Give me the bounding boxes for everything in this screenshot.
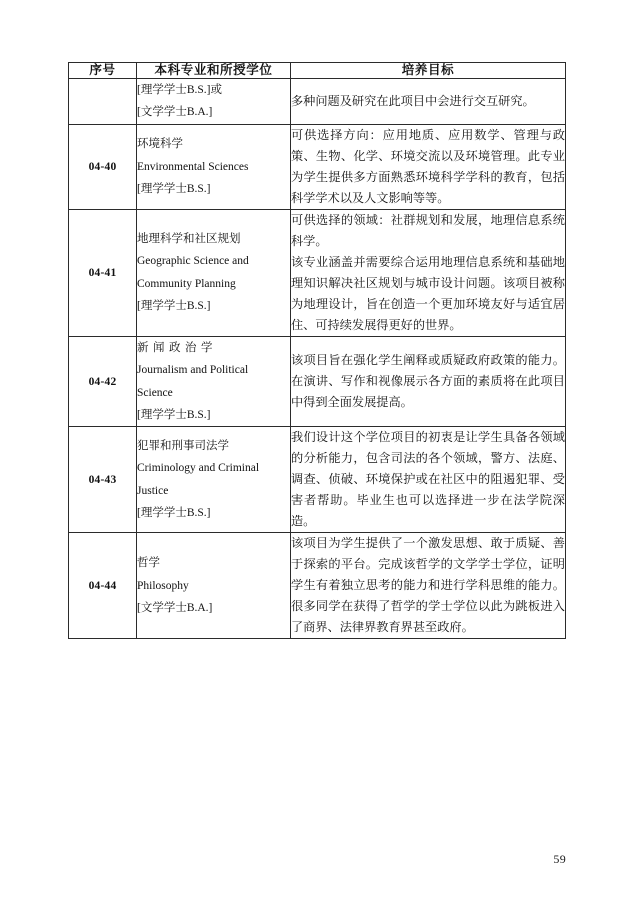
cell-program-number	[69, 79, 137, 125]
table-row	[69, 124, 566, 209]
table-row	[69, 209, 566, 336]
major-line: [理学学士B.S.]	[137, 507, 211, 520]
table-row	[69, 336, 566, 427]
cell-program-number: 04-44	[69, 533, 137, 639]
cell-major-and-degree	[137, 209, 291, 336]
cell-major-and-degree	[137, 427, 291, 533]
major-line: [理学学士B.S.]	[137, 408, 211, 421]
major-line: [文学学士B.A.]	[137, 601, 213, 614]
cell-training-goal	[291, 336, 566, 427]
programs-table	[68, 62, 566, 639]
cell-program-number: 04-42	[69, 336, 137, 427]
table-header-row	[69, 63, 566, 79]
major-line: [理学学士B.S.]	[137, 300, 211, 313]
major-line: Journalism and Political	[137, 364, 249, 377]
cell-program-number: 04-40	[69, 124, 137, 209]
cell-training-goal	[291, 533, 566, 639]
cell-major-and-degree	[137, 124, 291, 209]
major-line: Environmental Sciences	[137, 160, 249, 173]
goal-paragraph: 我们设计这个学位项目的初衷是让学生具备各领域的分析能力，包含司法的各个领域，警方、法庭、调查、侦破、环境保护或在社区中的阻遏犯罪、受害者帮助。毕业生也可以选择进一步在法学院深造。	[291, 430, 565, 529]
cell-major-and-degree	[137, 336, 291, 427]
table-row	[69, 79, 566, 125]
table-row	[69, 533, 566, 639]
major-line: Criminology and Criminal	[137, 462, 260, 475]
goal-paragraph: 可供选择方向：应用地质、应用数学、管理与政策、生物、化学、环境交流以及环境管理。此专业为学生提供多方面熟悉环境科学学科的教育，包括科学学术以及人文影响等等。	[291, 127, 565, 205]
cell-training-goal	[291, 427, 566, 533]
major-line: [理学学士B.S.]或	[137, 84, 222, 96]
column-header-major: 本科专业和所授学位	[137, 63, 291, 79]
major-line: Community Planning	[137, 277, 236, 290]
goal-paragraph: 该项目旨在强化学生阐释或质疑政府政策的能力。在演讲、写作和视像展示各方面的素质将在此项目中得到全面发展提高。	[291, 353, 565, 410]
cell-major-and-degree	[137, 533, 291, 639]
major-line: Philosophy	[137, 579, 189, 592]
goal-paragraph: 该专业涵盖并需要综合运用地理信息系统和基础地理知识解决社区规划与城市设计问题。该项目被称为地理设计，旨在创造一个更加环境友好与适宜居住、可持续发展得更好的世界。	[291, 254, 565, 332]
column-header-goal: 培养目标	[291, 63, 566, 79]
major-line: 犯罪和刑事司法学	[137, 439, 229, 452]
major-line: 地理科学和社区规划	[137, 232, 241, 245]
cell-program-number: 04-41	[69, 209, 137, 336]
major-line: 哲学	[137, 557, 160, 570]
column-header-no: 序号	[69, 63, 137, 79]
cell-training-goal	[291, 79, 566, 125]
major-line: 新闻政治学	[137, 341, 217, 354]
major-line: Justice	[137, 484, 169, 497]
major-line: 环境科学	[137, 138, 183, 151]
major-line: Geographic Science and	[137, 255, 249, 268]
cell-program-number: 04-43	[69, 427, 137, 533]
table-body	[69, 79, 566, 639]
major-line: Science	[137, 386, 173, 399]
cell-training-goal	[291, 209, 566, 336]
cell-major-and-degree	[137, 79, 291, 125]
table-header	[69, 63, 566, 79]
goal-paragraph: 该项目为学生提供了一个激发思想、敢于质疑、善于探索的平台。完成该哲学的文学学士学位，证明学生有着独立思考的能力和进行学科思维的能力。很多同学在获得了哲学的学士学位以此为跳板进入了商界、法律界教育界甚至政府。	[291, 536, 565, 635]
goal-paragraph: 可供选择的领域：社群规划和发展，地理信息系统科学。	[291, 212, 565, 248]
major-line: [文学学士B.A.]	[137, 106, 213, 119]
goal-paragraph: 多种问题及研究在此项目中会进行交互研究。	[291, 93, 535, 108]
table-row	[69, 427, 566, 533]
major-line: [理学学士B.S.]	[137, 183, 211, 196]
page-number: 59	[553, 852, 566, 866]
cell-training-goal	[291, 124, 566, 209]
